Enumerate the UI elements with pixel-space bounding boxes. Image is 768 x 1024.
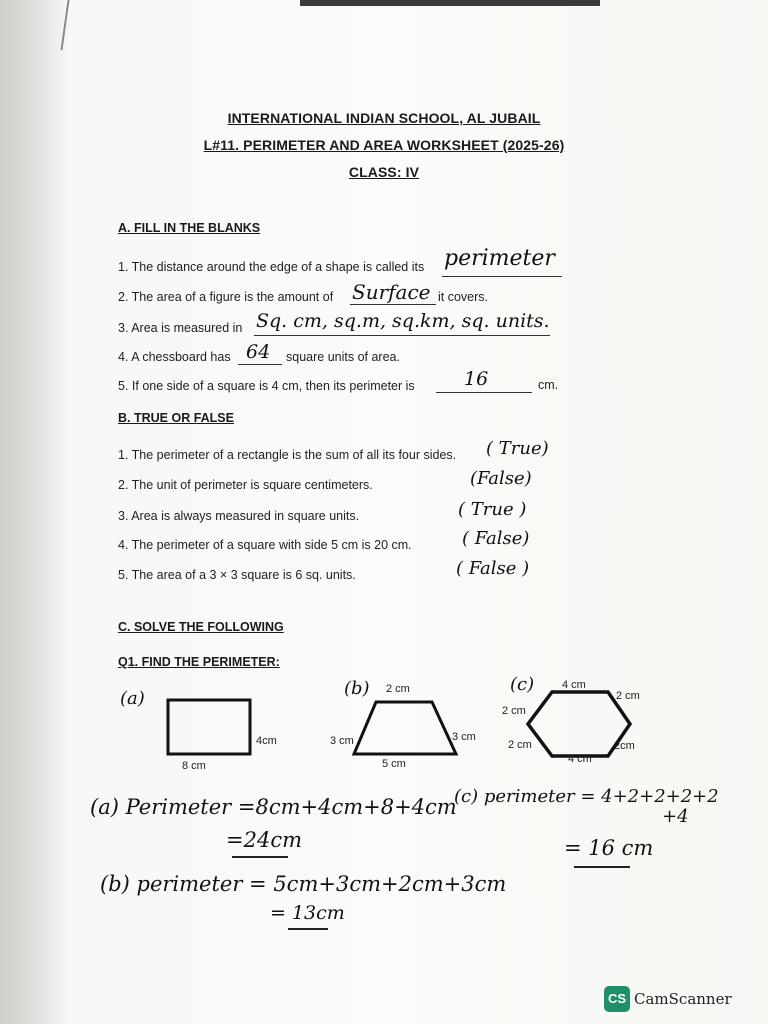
fill-blank-5-answer: 16 [464,368,489,390]
fig-a-width-label: 8 cm [182,760,206,772]
work-b-line1: (b) perimeter = 5cm+3cm+2cm+3cm [100,872,507,896]
fill-blank-4-answer: 64 [246,341,271,363]
worksheet-title: L#11. PERIMETER AND AREA WORKSHEET (2025-26) [203,137,565,153]
fig-c-top-left-label: 2 cm [502,705,526,717]
tf-answer-1: ( True) [486,438,549,459]
work-b-underline [288,928,328,930]
tf-item-5: 5. The area of a 3 × 3 square is 6 sq. units. [118,568,356,582]
trapezoid-shape [354,702,456,754]
school-name: INTERNATIONAL INDIAN SCHOOL, AL JUBAIL [227,110,541,126]
section-b-title: B. TRUE OR FALSE [118,411,234,425]
fig-c-bottom-label: 4 cm [568,753,592,765]
tf-item-1: 1. The perimeter of a rectangle is the sum of all its four sides. [118,448,457,462]
fill-blank-2-text: 2. The area of a figure is the amount of [118,290,334,304]
camscanner-logo: CS [604,986,630,1012]
fig-b-top-label: 2 cm [386,683,410,695]
work-c-line1: (c) perimeter = 4+2+2+2+2 [454,786,719,807]
fill-blank-2-after: it covers. [438,290,489,304]
tf-item-4: 4. The perimeter of a square with side 5 cm is 20 cm. [118,538,412,552]
fill-blank-4-text: 4. A chessboard has [118,350,231,364]
fill-blank-5-text: 5. If one side of a square is 4 cm, then its perimeter is [118,379,415,393]
fig-b-left-label: 3 cm [330,735,354,747]
tf-item-3: 3. Area is always measured in square units. [118,509,360,523]
figure-b-tag: (b) [344,678,370,699]
work-c-line2: +4 [662,806,689,827]
fig-a-height-label: 4cm [256,735,277,747]
work-a-line1: (a) Perimeter =8cm+4cm+8+4cm [90,795,457,819]
fig-c-top-label: 4 cm [562,679,586,691]
fig-c-bottom-left-label: 2 cm [508,739,532,751]
fill-blank-1-answer: perimeter [444,246,555,271]
fill-blank-2-answer: Surface [352,280,431,304]
rectangle-shape [168,700,250,754]
fill-blank-5-after: cm. [538,378,559,392]
figure-a-tag: (a) [120,688,145,709]
work-c-line3: = 16 cm [564,836,654,860]
fig-c-top-right-label: 2 cm [616,690,640,702]
tf-answer-2: (False) [470,468,532,489]
section-a-title: A. FILL IN THE BLANKS [118,221,261,235]
work-a-line2: =24cm [226,828,302,852]
tf-answer-5: ( False ) [456,558,530,579]
tf-item-2: 2. The unit of perimeter is square centimeters. [118,478,373,492]
fill-blank-3-text: 3. Area is measured in [118,321,243,335]
work-a-underline [232,856,288,858]
fig-b-right-label: 3 cm [452,731,476,743]
figure-c-tag: (c) [510,674,535,695]
work-b-line2: = 13cm [270,902,345,924]
q1-title: Q1. FIND THE PERIMETER: [118,655,280,669]
section-c-title: C. SOLVE THE FOLLOWING [118,620,284,634]
fill-blank-1-text: 1. The distance around the edge of a shape is called its [118,260,425,274]
tf-answer-4: ( False) [462,528,530,549]
fill-blank-4-after: square units of area. [286,350,400,364]
fill-blank-3-answer: Sq. cm, sq.m, sq.km, sq. units. [256,310,550,332]
class-label: CLASS: IV [348,164,420,180]
tf-answer-3: ( True ) [458,499,527,520]
fig-c-bottom-right-label: 2cm [614,740,635,752]
camscanner-brand: CamScanner [634,990,732,1008]
fig-b-bottom-label: 5 cm [382,758,406,770]
work-c-underline [574,866,630,868]
